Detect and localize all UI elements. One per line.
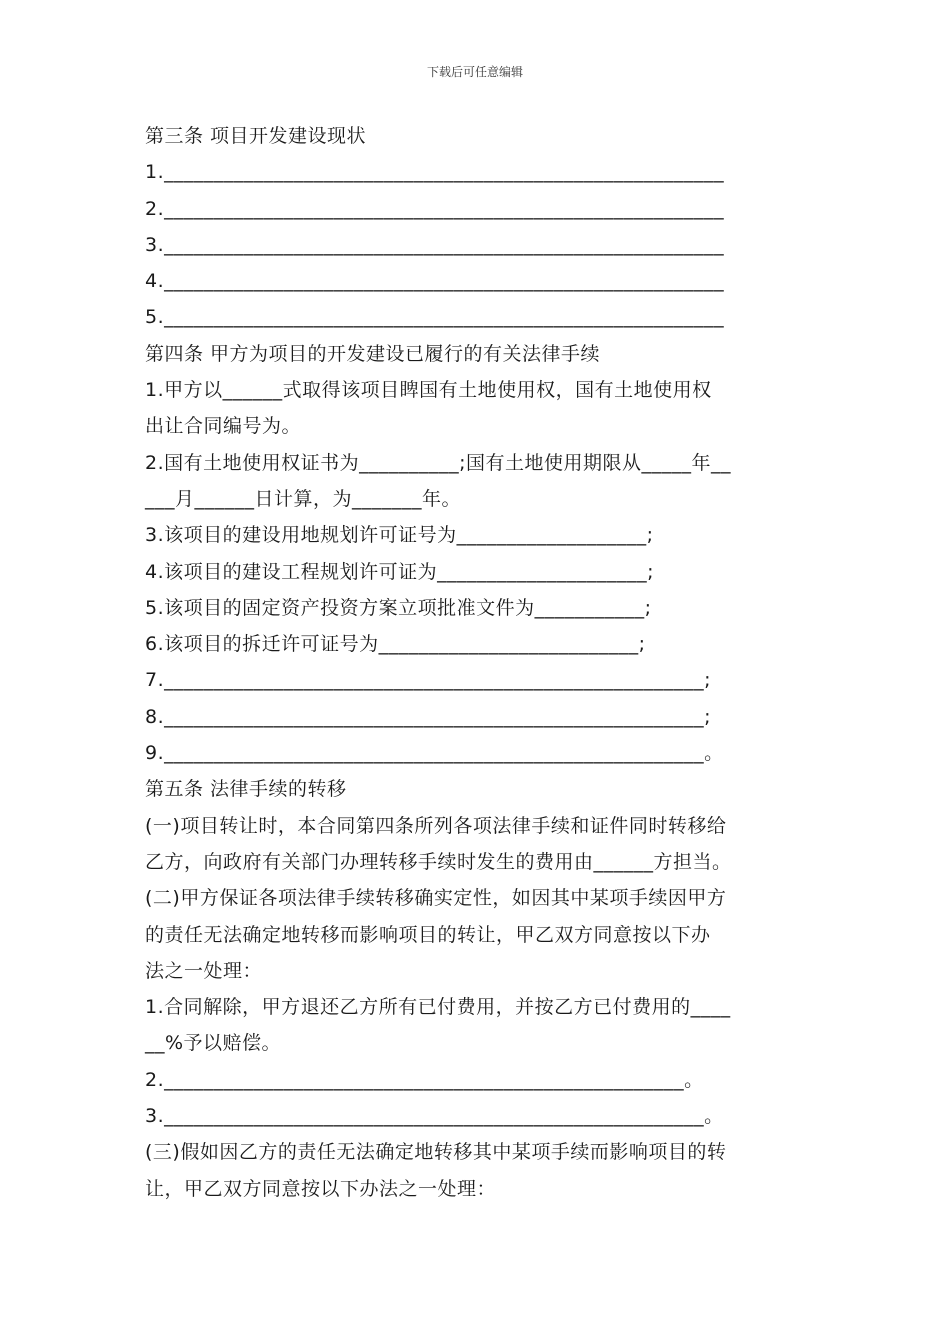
article-3-item-2: 2.________________________________________________________ <box>145 197 725 220</box>
article-5-para-1-cont: 乙方，向政府有关部门办理转移手续时发生的费用由______方担当。 <box>145 850 732 873</box>
article-4-item-9: 9.______________________________________________________。 <box>145 742 724 765</box>
article-3-item-3: 3.________________________________________________________ <box>145 233 725 256</box>
article-5-para-2-cont2: 法之一处理： <box>145 959 263 982</box>
page-header: 下载后可任意编辑 <box>426 65 523 79</box>
article-5-para-3: (三)假如因乙方的责任无法确定地转移其中某项手续而影响项目的转 <box>145 1141 727 1164</box>
article-4-item-1: 1.甲方以______式取得该项目睥国有土地使用权，国有土地使用权 <box>145 379 712 402</box>
article-5-option-2: 2.____________________________________________________。 <box>145 1068 704 1091</box>
article-5-para-2-cont: 的责任无法确定地转移而影响项目的转让，甲乙双方同意按以下办 <box>145 923 711 946</box>
article-4-item-5: 5.该项目的固定资产投资方案立项批准文件为___________; <box>145 596 652 619</box>
article-3-title: 第三条 项目开发建设现状 <box>145 125 367 147</box>
article-4-item-2: 2.国有土地使用权证书为__________;国有土地使用期限从_____年__ <box>145 451 732 474</box>
article-4-title: 第四条 甲方为项目的开发建设已履行的有关法律手续 <box>145 342 601 365</box>
article-4-item-3: 3.该项目的建设用地规划许可证号为___________________; <box>145 524 654 547</box>
article-4-item-8: 8.______________________________________________________; <box>145 705 712 728</box>
article-4-item-1-cont: 出让合同编号为。 <box>145 415 302 438</box>
article-4-item-7: 7.______________________________________________________; <box>145 669 712 692</box>
article-4-item-4: 4.该项目的建设工程规划许可证为_____________________; <box>145 560 655 583</box>
article-5-title: 第五条 法律手续的转移 <box>145 778 347 801</box>
article-5-option-1: 1.合同解除，甲方退还乙方所有已付费用，并按乙方已付费用的____ <box>145 996 731 1019</box>
article-5-para-1: (一)项目转让时，本合同第四条所列各项法律手续和证件同时转移给 <box>145 814 727 837</box>
article-4-item-6: 6.该项目的拆迁许可证号为__________________________; <box>145 633 646 656</box>
article-3-item-5: 5.________________________________________________________ <box>145 306 725 329</box>
article-5-option-1-cont: __%予以赔偿。 <box>145 1032 282 1055</box>
contract-body <box>145 118 815 1207</box>
article-5-para-2: (二)甲方保证各项法律手续转移确实定性，如因其中某项手续因甲方 <box>145 887 727 910</box>
article-3-item-1: 1.________________________________________________________ <box>145 161 725 184</box>
article-3-item-4: 4.________________________________________________________ <box>145 270 725 293</box>
article-5-para-3-cont: 让，甲乙双方同意按以下办法之一处理： <box>145 1177 497 1200</box>
article-5-option-3: 3.______________________________________________________。 <box>145 1105 724 1128</box>
article-4-item-2-cont: ___月______日计算，为_______年。 <box>145 487 462 510</box>
